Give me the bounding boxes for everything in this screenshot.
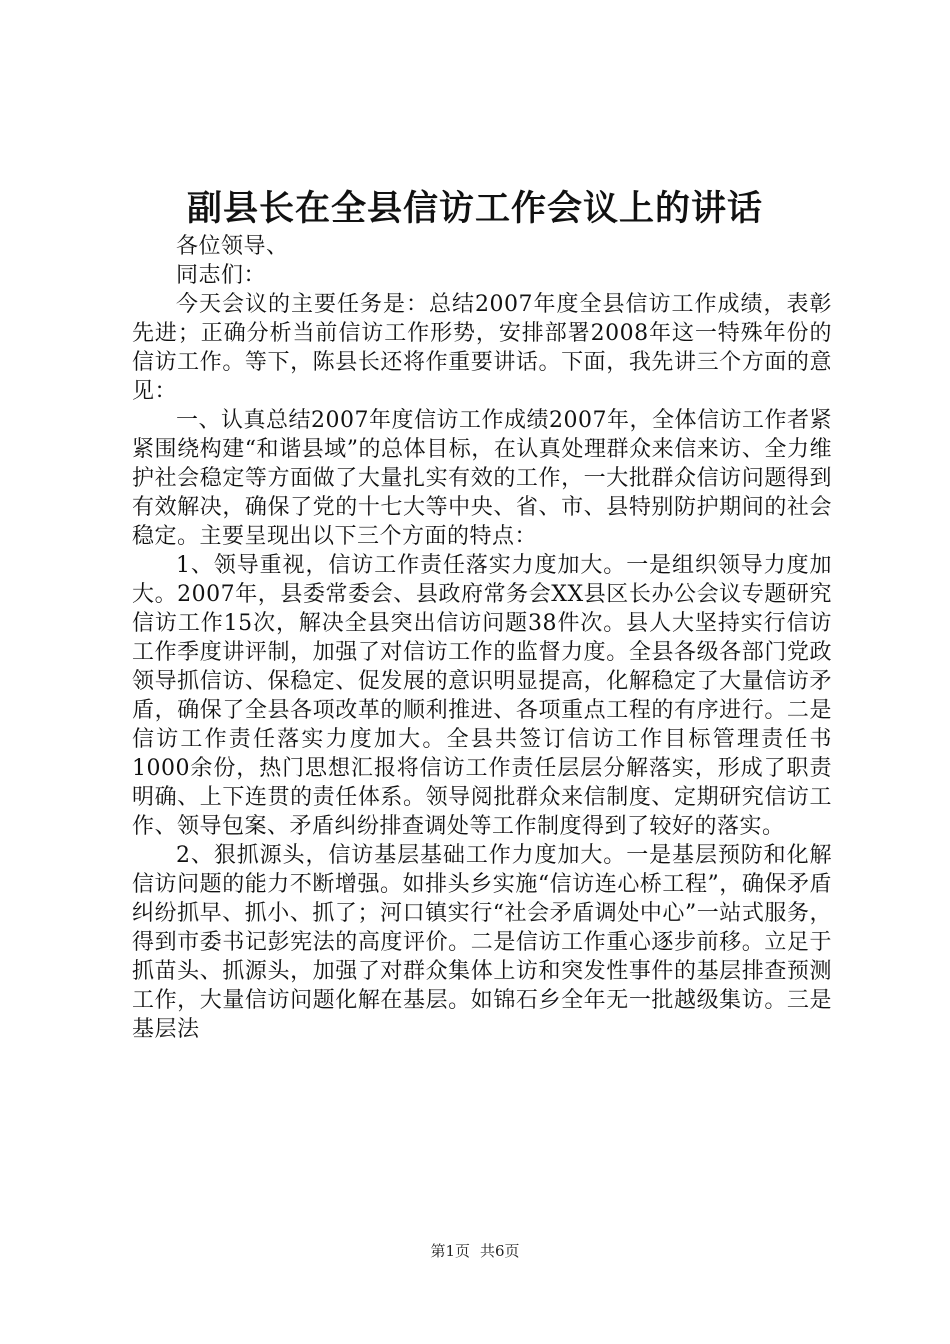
paragraph-point-1: 1、领导重视，信访工作责任落实力度加大。一是组织领导力度加大。2007年，县委常委会、县政府常务会XX县区长办公会议专题研究信访工作15次，解决全县突出信访问题38件次。县人大坚持实行信访工作季度讲评制，加强了对信访工作的监督力度。全县各级各部门党政领导抓信访、保稳定、促发展的意识明显提高，化解稳定了大量信访矛盾，确保了全县各项改革的顺利推进、各项重点工程的有序进行。二是信访工作责任落实力度加大。全县共签订信访工作目标管理责任书1000余份，热门思想汇报将信访工作责任层层分解落实，形成了职责明确、上下连贯的责任体系。领导阅批群众来信制度、定期研究信访工作、领导包案、矛盾纠纷排查调处等工作制度得到了较好的落实。 bbox=[132, 553, 832, 839]
salutation-line-1: 各位领导、 bbox=[176, 234, 289, 259]
document-body bbox=[132, 232, 832, 1044]
document-title: 副县长在全县信访工作会议上的讲话 bbox=[186, 188, 763, 229]
paragraph-intro: 今天会议的主要任务是：总结2007年度全县信访工作成绩，表彰先进；正确分析当前信访工作形势，安排部署2008年这一特殊年份的信访工作。等下，陈县长还将作重要讲话。下面，我先讲三个方面的意见： bbox=[132, 292, 832, 404]
page-footer bbox=[0, 1240, 950, 1262]
page-number: 第1页 bbox=[430, 1242, 470, 1260]
paragraph-point-2: 2、狠抓源头，信访基层基础工作力度加大。一是基层预防和化解信访问题的能力不断增强。如排头乡实施“信访连心桥工程”，确保矛盾纠纷抓早、抓小、抓了；河口镇实行“社会矛盾调处中心”一站式服务，得到市委书记彭宪法的高度评价。二是信访工作重心逐步前移。立足于抓苗头、抓源头，加强了对群众集体上访和突发性事件的基层排查预测工作，大量信访问题化解在基层。如锦石乡全年无一批越级集访。三是基层法 bbox=[132, 843, 832, 1042]
page-total: 共6页 bbox=[480, 1242, 520, 1260]
salutation-line-2: 同志们： bbox=[176, 263, 267, 288]
paragraph-section-1: 一、认真总结2007年度信访工作成绩2007年，全体信访工作者紧紧围绕构建“和谐县域”的总体目标，在认真处理群众来信来访、全力维护社会稳定等方面做了大量扎实有效的工作，一大批群众信访问题得到有效解决，确保了党的十七大等中央、省、市、县特别防护期间的社会稳定。主要呈现出以下三个方面的特点： bbox=[132, 408, 832, 549]
